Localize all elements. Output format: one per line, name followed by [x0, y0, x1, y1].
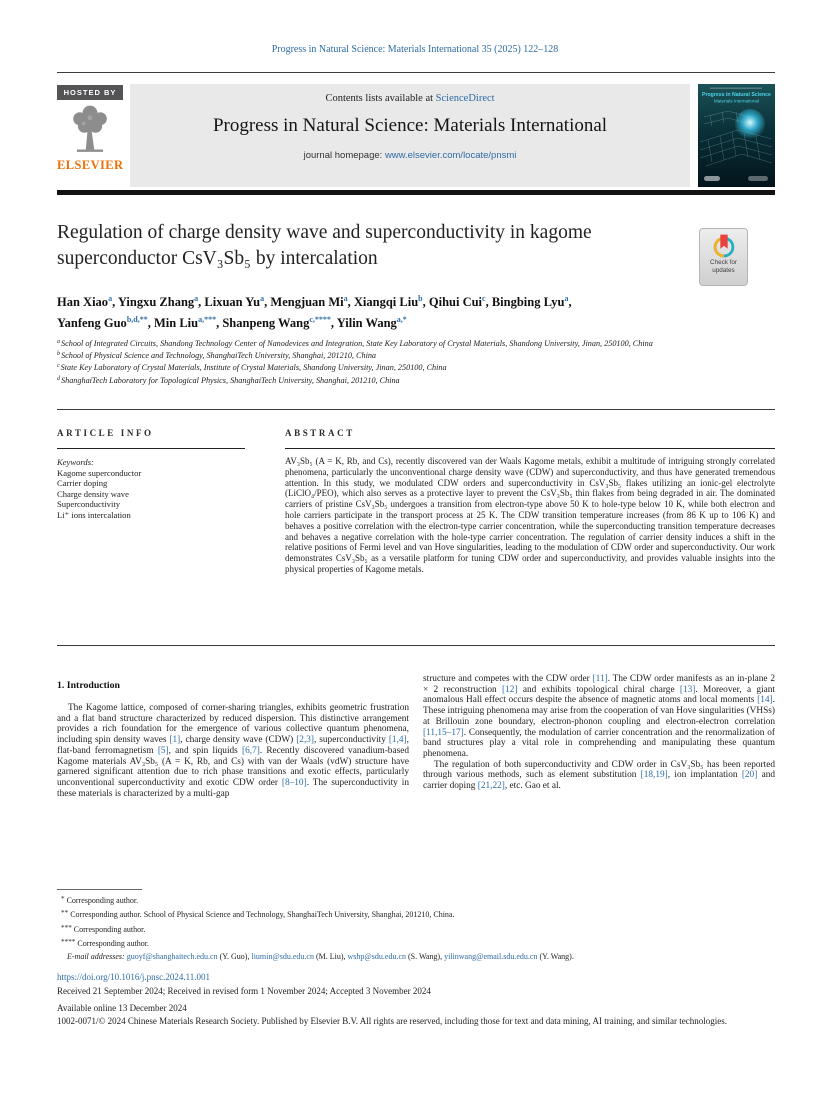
keyword: Charge density wave	[57, 488, 129, 499]
abstract-bottom-divider	[57, 645, 775, 646]
author: Qihui Cui$^c$,	[428, 294, 492, 309]
affil-sup: a	[57, 339, 60, 345]
email-addresses-line: E-mail addresses: guoyf@shanghaitech.edu.cn (Y. Guo), liumin@sdu.edu.cn (M. Liu), wshp@sdu.edu.cn (S. Wang), yilinwang@email.sdu.edu.cn (Y. Wang).	[67, 951, 574, 961]
email-link[interactable]: yilinwang@email.sdu.edu.cn	[444, 951, 538, 961]
author-affil-sup: a	[343, 294, 348, 303]
footnote-divider	[57, 889, 142, 890]
sciencedirect-link[interactable]: ScienceDirect	[435, 93, 495, 104]
article-info-heading: ARTICLE INFO	[57, 428, 154, 438]
received-line: Received 21 September 2024; Received in revised form 1 November 2024; Accepted 3 November 2024	[57, 986, 431, 996]
keyword: Kagome superconductor	[57, 467, 142, 478]
footnote-marker: *	[61, 895, 65, 903]
journal-cover-image	[698, 84, 775, 187]
contents-prefix: Contents lists available at	[325, 93, 436, 104]
homepage-line	[130, 150, 690, 161]
abstract-text: AV₃Sb₅ (A = K, Rb, and Cs), recently discovered van der Waals Kagome metals, exhibit a multitude of intriguing strongly correlated phenomena, particularly the unconventional charge density wave (CDW) and superconductivity, and thus have generated tremendous attention. In this study, we modulated CDW orders and superconductivity in CsV₃Sb₅ flakes utilizing an ionic-gel electrolyte (LiClO₄/PEO), which also serves as a protective layer to prevent the CsV₃Sb₅ thin flakes from being degraded in air. The dominated carriers of pristine CsV₃Sb₅ undergoes a transition from electron-type above 50 K to hole-type below 10 K, while both electron and hole carriers participate in the transport process at 25 K. The CDW transition temperature increases (from 86 K up to 106 K) and behaves a positive correlation with the electron-type carrier concentration, while the superconducting transition temperature decreases and behaves a negative correlation with the hole-type carrier concentration. The regulation of carrier density induces a shift in the relative positions of Fermi level and van Hove singularities, leading to the modulation of CDW order and superconductivity. Our work demonstrates CsV₃Sb₅ as a versatile platform for tuning CDW order and superconductivity, and provides valuable insights into the physical properties of Kagome metals.	[285, 456, 775, 574]
intro-column-right	[423, 674, 775, 792]
available-online-line: Available online 13 December 2024	[57, 1003, 187, 1013]
abstract-heading: ABSTRACT	[285, 428, 355, 438]
author-list	[57, 290, 767, 332]
footnote-marker: ****	[61, 938, 76, 947]
email-link[interactable]: liumin@sdu.edu.cn	[251, 951, 314, 961]
affil-sup: c	[57, 363, 60, 370]
elsevier-wordmark: ELSEVIER	[57, 158, 124, 172]
keyword: Li⁺ ions intercalation	[57, 509, 131, 520]
email-label: E-mail addresses:	[67, 951, 125, 961]
doi-link[interactable]: https://doi.org/10.1016/j.pnsc.2024.11.001	[57, 972, 211, 982]
masthead-center	[130, 84, 690, 187]
author: Min Liu$^{a,***}$,	[153, 315, 223, 330]
author-affil-sup: c,****	[309, 315, 331, 324]
affiliation: $^a$School of Integrated Circuits, Shandong Technology Center of Nanodevices and Integration, State Key Laboratory of Crystal Materials, Shandong University, Jinan, 250100, China	[57, 339, 653, 348]
intro-column-left	[57, 680, 409, 799]
abstract-rule	[285, 448, 775, 449]
keyword: Superconductivity	[57, 499, 121, 510]
contents-line	[130, 84, 690, 104]
email-link[interactable]: wshp@sdu.edu.cn	[347, 951, 406, 961]
author-affil-sup: a	[260, 294, 265, 303]
footnotes-block	[57, 893, 775, 963]
author-affil-sup: a,*	[396, 315, 407, 324]
info-divider	[57, 409, 775, 410]
keywords-label: Keywords:	[57, 457, 94, 467]
journal-citation[interactable]: Progress in Natural Science: Materials International 35 (2025) 122–128	[271, 44, 559, 55]
homepage-link[interactable]: www.elsevier.com/locate/pnsmi	[384, 150, 517, 161]
footnote-marker: **	[61, 909, 69, 918]
publication-info	[57, 971, 775, 1028]
affiliation-list	[57, 337, 677, 386]
affiliation: $^c$State Key Laboratory of Crystal Materials, Institute of Crystal Materials, Shandong University, Jinan, 250100, China	[57, 363, 447, 373]
keywords-block	[57, 457, 247, 521]
author: Yilin Wang$^{a,*}$	[336, 315, 407, 330]
footnote: * Corresponding author.	[61, 895, 139, 905]
homepage-prefix: journal homepage:	[303, 150, 385, 161]
intro-paragraph: The Kagome lattice, composed of corner-sharing triangles, exhibits geometric frustration and a flat band structure characterized by reduced dispersion. This distinctive arrangement provides a rich foundation for the emergence of various collective quantum phenomena, including spin density waves [1], charge density wave (CDW) [2,3], superconductivity [1,4], flat-band ferromagnetism [5], and spin liquids [6,7]. Recently discovered vanadium-based Kagome materials AV₃Sb₅ (A = K, Rb, and Cs) with van der Waals (vdW) structure have garnered significant attention due to rich phase transitions and exotic effects, particularly unconventional superconductivity and exotic CDW order [8–10]. The superconductivity in these materials is characterized by a multi-gap	[57, 703, 409, 799]
masthead	[57, 84, 775, 187]
check-badge-label: Check for updates	[710, 259, 737, 274]
author-affil-sup: c	[482, 294, 486, 303]
svg-text:Materials International: Materials International	[713, 98, 760, 104]
author-affil-sup: b	[418, 294, 423, 303]
affil-sup: b	[57, 351, 60, 358]
author: Xiangqi Liu$^b$,	[353, 294, 429, 309]
header-divider	[57, 72, 775, 73]
hosted-by-badge: HOSTED BY	[57, 85, 123, 100]
masthead-bottom-bar	[57, 190, 775, 195]
footnote: **** Corresponding author.	[61, 938, 149, 949]
check-for-updates-badge[interactable]	[699, 228, 748, 286]
email-link[interactable]: guoyf@shanghaitech.edu.cn	[126, 951, 218, 961]
affiliation: $^b$School of Physical Science and Technology, ShanghaiTech University, Shanghai, 201210, China	[57, 351, 377, 361]
intro-paragraph: structure and competes with the CDW order [11]. The CDW order manifests as an in-plane 2 × 2 reconstruction [12] and exhibits topological chiral charge [13]. Moreover, a giant anomalous Hall effect occurs despite the absence of magnetic atoms and local moments [14]. These intriguing phenomena may arise from the cooperation of van Hove singularities (VHSs) at Brillouin zone boundary, electron-phonon coupling and electron-electron correlation [11,15–17]. Consequently, the modulation of carrier concentration and the renormalization of band structures play a vital role in comprehending and manipulating these quantum phenomena.	[423, 674, 776, 759]
keyword: Carrier doping	[57, 478, 108, 489]
author: Mengjuan Mi$^a$,	[270, 294, 354, 309]
footnote: ** Corresponding author. School of Physical Science and Technology, ShanghaiTech University, Shanghai, 201210, China.	[61, 909, 455, 920]
author-affil-sup: a	[194, 294, 199, 303]
affil-sup: d	[57, 375, 60, 382]
author-affil-sup: a	[564, 294, 569, 303]
author: Lixuan Yu$^a$,	[204, 294, 271, 309]
elsevier-logo-block	[57, 85, 123, 173]
footnote-marker: ***	[61, 923, 72, 932]
copyright-line: 1002-0071/© 2024 Chinese Materials Research Society. Published by Elsevier B.V. All rights are reserved, including those for text and data mining, AI training, and similar technologies.	[57, 1016, 727, 1026]
affiliation: $^d$ShanghaiTech Laboratory for Topological Physics, ShanghaiTech University, Shanghai, 201210, China	[57, 375, 400, 385]
author-affil-sup: b,d,**	[126, 315, 148, 324]
author: Bingbing Lyu$^a$,	[491, 294, 572, 309]
article-info-rule	[57, 448, 245, 449]
elsevier-tree-logo	[62, 101, 118, 157]
svg-text:Progress in Natural Science: Progress in Natural Science	[702, 92, 771, 98]
article-title: Regulation of charge density wave and superconductivity in kagome superconductor CsV₃Sb₅ by intercalation	[57, 222, 592, 269]
author: Yanfeng Guo$^{b,d,**}$,	[57, 315, 154, 330]
author: Han Xiao$^a$,	[57, 294, 118, 309]
check-for-updates-icon	[711, 233, 737, 259]
author: Yingxu Zhang$^a$,	[117, 294, 205, 309]
journal-title: Progress in Natural Science: Materials International	[212, 115, 608, 136]
intro-paragraph: The regulation of both superconductivity and CDW order in CsV₃Sb₅ has been reported through various methods, such as element substitution [18,19], ion implantation [20] and carrier doping [21,22], etc. Gao et al.	[423, 759, 776, 792]
author-affil-sup: a,***	[198, 315, 217, 324]
intro-heading: 1. Introduction	[57, 680, 120, 691]
author-affil-sup: a	[108, 294, 113, 303]
footnote: *** Corresponding author.	[61, 923, 146, 934]
author: Shanpeng Wang$^{c,****}$,	[222, 315, 337, 330]
